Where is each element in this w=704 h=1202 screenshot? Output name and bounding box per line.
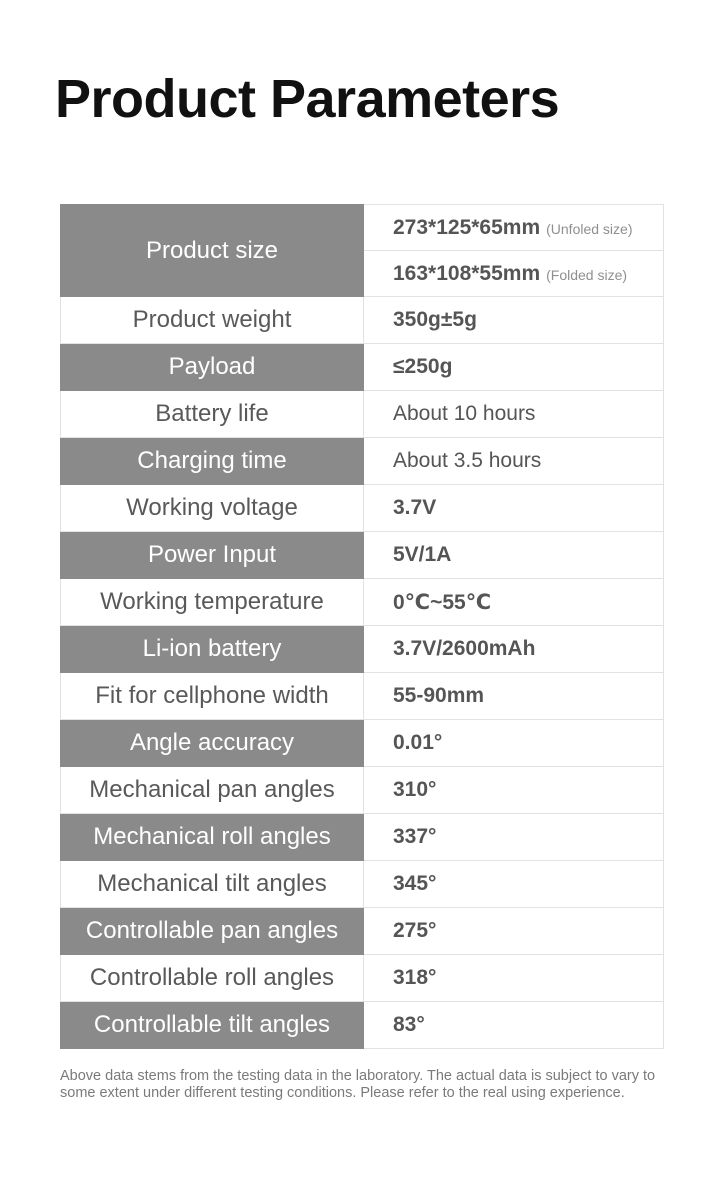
table-row bbox=[61, 720, 664, 767]
param-label: Li-ion battery bbox=[61, 626, 364, 673]
param-label: Angle accuracy bbox=[61, 720, 364, 767]
param-value: 337° bbox=[364, 814, 664, 861]
param-value bbox=[364, 251, 664, 297]
table-row bbox=[61, 673, 664, 720]
param-value: 83° bbox=[364, 1002, 664, 1049]
table-row bbox=[61, 205, 664, 251]
param-label: Product weight bbox=[61, 297, 364, 344]
param-value: 3.7V/2600mAh bbox=[364, 626, 664, 673]
param-label: Working temperature bbox=[61, 579, 364, 626]
table-row bbox=[61, 438, 664, 485]
param-value: About 3.5 hours bbox=[364, 438, 664, 485]
param-value: About 10 hours bbox=[364, 391, 664, 438]
table-row bbox=[61, 532, 664, 579]
param-label: Power Input bbox=[61, 532, 364, 579]
param-label: Mechanical pan angles bbox=[61, 767, 364, 814]
param-label: Mechanical tilt angles bbox=[61, 861, 364, 908]
parameters-table bbox=[60, 204, 664, 1049]
folded-size-value: 163*108*55mm bbox=[393, 261, 541, 285]
unfolded-size-value: 273*125*65mm bbox=[393, 215, 541, 239]
param-value: ≤250g bbox=[364, 344, 664, 391]
disclaimer-text: Above data stems from the testing data in the laboratory. The actual data is subject to vary to some extent under different testing conditions. Please refer to the real using experience. bbox=[60, 1068, 656, 1101]
param-value: 345° bbox=[364, 861, 664, 908]
param-value: 3.7V bbox=[364, 485, 664, 532]
param-label: Charging time bbox=[61, 438, 364, 485]
table-row bbox=[61, 767, 664, 814]
table-row bbox=[61, 814, 664, 861]
param-value: 350g±5g bbox=[364, 297, 664, 344]
param-label: Payload bbox=[61, 344, 364, 391]
table-row bbox=[61, 626, 664, 673]
param-value: 5V/1A bbox=[364, 532, 664, 579]
table-row bbox=[61, 579, 664, 626]
table-row bbox=[61, 344, 664, 391]
param-label: Mechanical roll angles bbox=[61, 814, 364, 861]
param-value: 318° bbox=[364, 955, 664, 1002]
param-label: Controllable tilt angles bbox=[61, 1002, 364, 1049]
table-row bbox=[61, 1002, 664, 1049]
param-value: 0℃~55℃ bbox=[364, 579, 664, 626]
param-value: 275° bbox=[364, 908, 664, 955]
param-label: Battery life bbox=[61, 391, 364, 438]
table-row bbox=[61, 391, 664, 438]
table-row bbox=[61, 908, 664, 955]
param-label: Controllable pan angles bbox=[61, 908, 364, 955]
unfolded-size-note: (Unfoled size) bbox=[546, 220, 633, 237]
param-value bbox=[364, 205, 664, 251]
page-title: Product Parameters bbox=[55, 69, 560, 129]
param-value: 55-90mm bbox=[364, 673, 664, 720]
table-row bbox=[61, 297, 664, 344]
param-label: Fit for cellphone width bbox=[61, 673, 364, 720]
param-value: 310° bbox=[364, 767, 664, 814]
param-label: Controllable roll angles bbox=[61, 955, 364, 1002]
table-row bbox=[61, 955, 664, 1002]
param-label: Product size bbox=[61, 205, 364, 297]
param-value: 0.01° bbox=[364, 720, 664, 767]
param-label: Working voltage bbox=[61, 485, 364, 532]
table-row bbox=[61, 861, 664, 908]
folded-size-note: (Folded size) bbox=[546, 266, 628, 283]
table-row bbox=[61, 485, 664, 532]
